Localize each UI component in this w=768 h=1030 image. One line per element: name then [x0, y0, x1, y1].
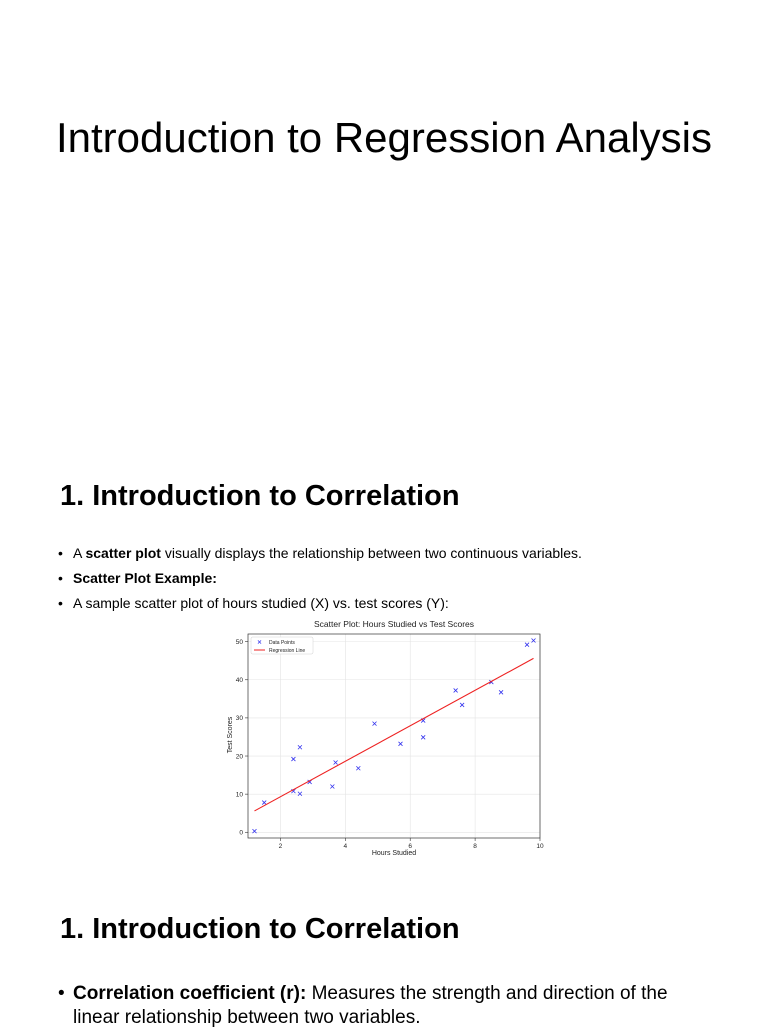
x-tick-label: 6 [408, 843, 413, 850]
slide-title: Introduction to Regression Analysis [55, 114, 713, 161]
x-axis-label: Hours Studied [371, 850, 417, 857]
bullet-text: Measures the strength and direction of the linear relationship between two variables. [73, 983, 668, 1028]
bullet-bold-text: scatter plot [85, 545, 161, 561]
bullet-text: A [73, 545, 86, 561]
scatter-chart [220, 616, 550, 869]
chart-svg [220, 616, 550, 864]
section-heading: 1. Introduction to Correlation [60, 480, 460, 512]
bullet-item [58, 591, 718, 616]
bullet-bold-text: Correlation coefficient (r): [73, 983, 307, 1004]
bullet-item [58, 541, 718, 566]
chart-title: Scatter Plot: Hours Studied vs Test Scores [314, 619, 474, 629]
legend-label: Data Points [269, 640, 295, 646]
bullet-text: A sample scatter plot of hours studied (X) vs. test scores (Y): [73, 595, 449, 611]
y-tick-label: 50 [235, 638, 243, 646]
x-tick-label: 2 [278, 843, 283, 850]
x-tick-label: 10 [536, 843, 544, 850]
bullet-item [58, 982, 718, 1030]
y-tick-label: 0 [239, 829, 243, 837]
y-tick-label: 20 [235, 753, 243, 761]
bullet-item [58, 566, 718, 591]
y-tick-label: 30 [235, 715, 243, 723]
y-tick-label: 40 [235, 677, 243, 685]
y-axis-label: Test Scores [227, 716, 234, 754]
x-tick-label: 4 [343, 843, 348, 850]
bullet-list [58, 982, 718, 1030]
chart-legend [251, 637, 313, 654]
bullet-list [58, 541, 718, 616]
bullet-text: visually displays the relationship between two continuous variables. [160, 545, 582, 561]
y-tick-label: 10 [235, 791, 243, 799]
section-heading: 1. Introduction to Correlation [60, 913, 460, 945]
x-tick-label: 8 [473, 843, 477, 850]
legend-label: Regression Line [269, 648, 306, 654]
bullet-bold-text: Scatter Plot Example: [73, 570, 217, 586]
